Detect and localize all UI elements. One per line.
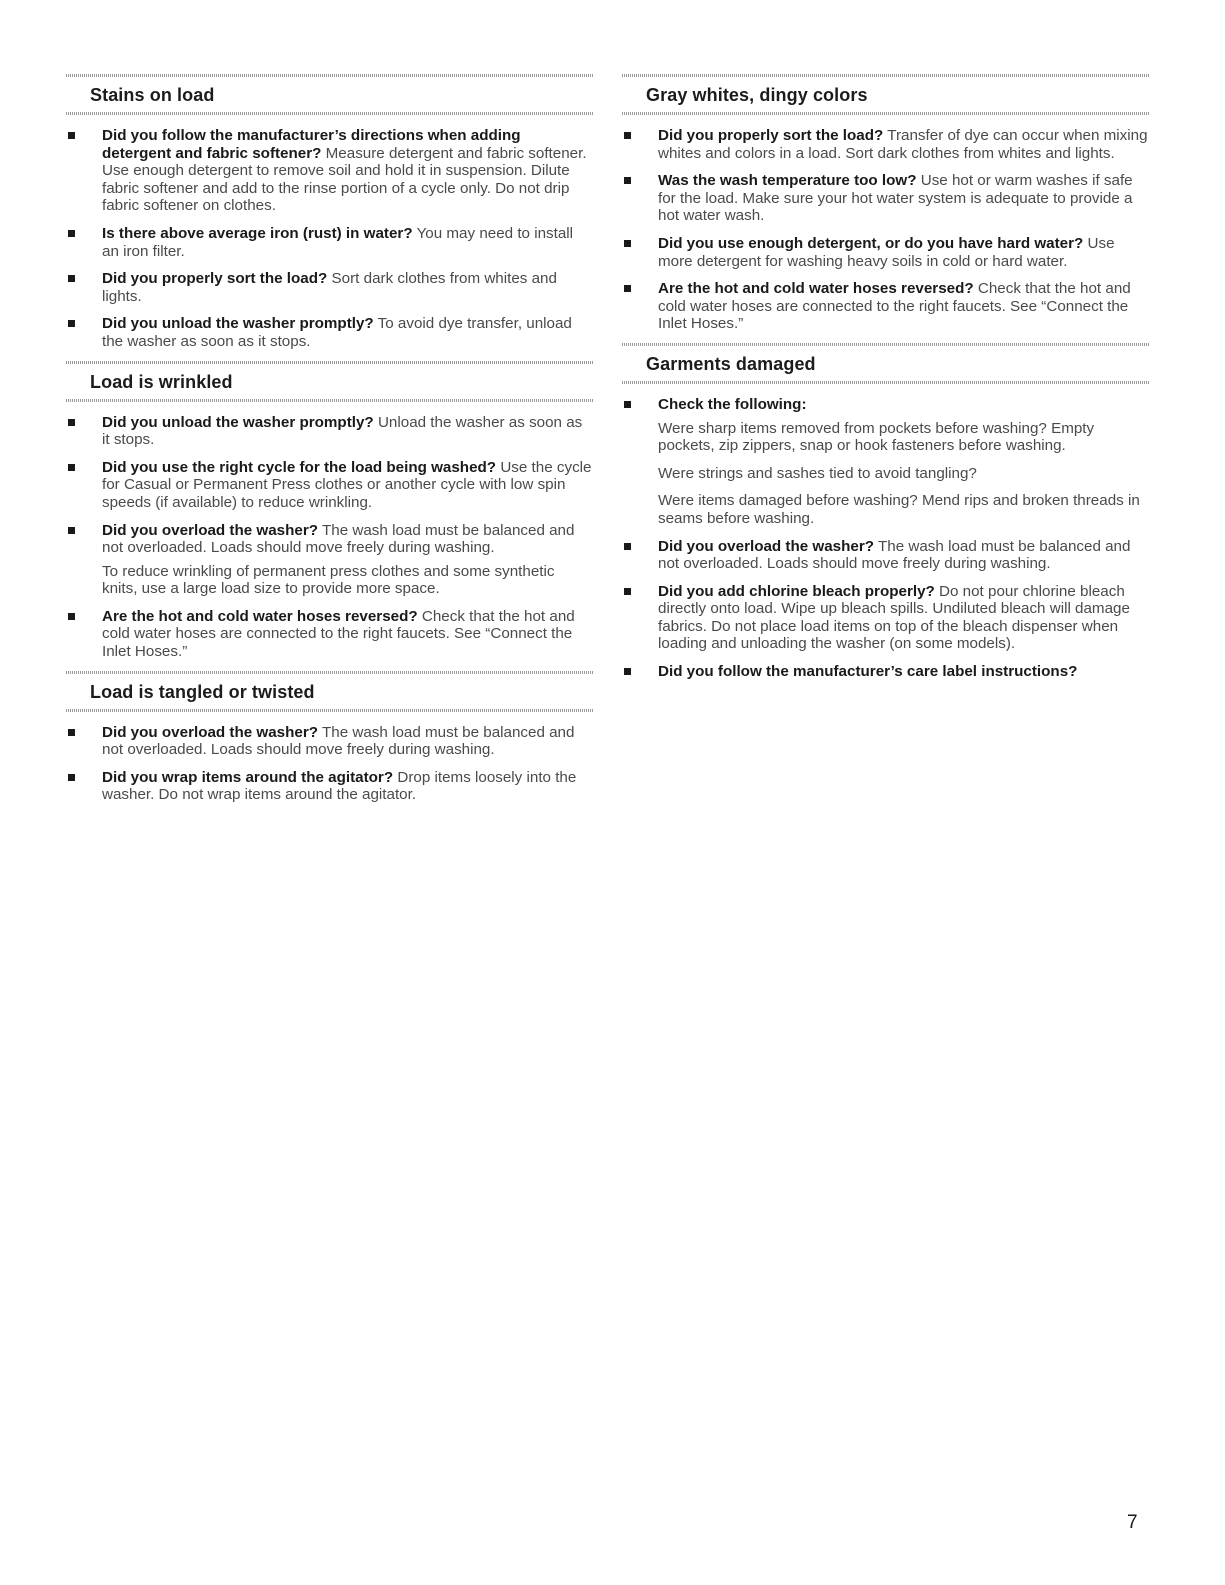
list-item: [66, 414, 593, 449]
square-bullet-icon: [68, 419, 75, 426]
answer: Do not pour chlorine bleach directly onto load. Wipe up bleach spills. Undiluted bleach will damage fabrics. Do not place load items on top of the bleach dispenser when loading and unloading the washer (on some models).: [658, 582, 1130, 653]
square-bullet-icon: [68, 729, 75, 736]
list-item: [622, 538, 1149, 573]
question: Did you properly sort the load?: [658, 127, 884, 144]
list-item: [622, 583, 1149, 653]
question: Are the hot and cold water hoses reversed?: [658, 280, 974, 298]
square-bullet-icon: [624, 401, 631, 408]
square-bullet-icon: [68, 613, 75, 620]
square-bullet-icon: [624, 543, 631, 550]
question: Did you add chlorine bleach properly?: [658, 582, 935, 600]
check-paragraph: Were items damaged before washing? Mend rips and broken threads in seams before washing.: [658, 492, 1140, 527]
section-title: Stains on load: [90, 85, 215, 105]
question: Check the following:: [658, 395, 807, 413]
question: Was the wash temperature too low?: [658, 172, 917, 190]
answer: The wash load must be balanced and not overloaded. Loads should move freely during washing.: [102, 521, 575, 557]
square-bullet-icon: [68, 527, 75, 534]
answer: To avoid dye transfer, unload the washer as soon as it stops.: [102, 315, 572, 350]
question: Did you use enough detergent, or do you have hard water?: [658, 234, 1084, 252]
answer: The wash load must be balanced and not overloaded. Loads should move freely during washing.: [658, 537, 1131, 573]
section-stains-on-load: [66, 74, 593, 351]
answer: Unload the washer as soon as it stops.: [102, 413, 583, 449]
square-bullet-icon: [624, 285, 631, 292]
list-item: [622, 235, 1149, 270]
answer: Use hot or warm washes if safe for the load. Make sure your hot water system is adequate to provide a hot water wash.: [658, 172, 1133, 225]
list-item: [66, 270, 593, 305]
square-bullet-icon: [68, 275, 75, 282]
section-header: [66, 361, 593, 402]
answer: Use the cycle for Casual or Permanent Press clothes or another cycle with low spin speeds (if available) to reduce wrinkling.: [102, 458, 592, 511]
square-bullet-icon: [624, 240, 631, 247]
troubleshooting-list: [622, 127, 1149, 333]
answer: Check that the hot and cold water hoses are connected to the right faucets. See “Connect the Inlet Hoses.”: [102, 607, 575, 661]
section-header: [622, 74, 1149, 115]
square-bullet-icon: [624, 132, 631, 139]
check-paragraph: Were sharp items removed from pockets before washing? Empty pockets, zip zippers, snap or hook fasteners before washing.: [658, 419, 1095, 455]
square-bullet-icon: [68, 464, 75, 471]
question: Did you overload the washer?: [102, 723, 319, 741]
section-title: Load is tangled or twisted: [90, 681, 315, 702]
section-header: [622, 343, 1149, 384]
list-item: [66, 608, 593, 661]
question: Did you use the right cycle for the load being washed?: [102, 458, 497, 476]
square-bullet-icon: [68, 774, 75, 781]
square-bullet-icon: [68, 320, 75, 327]
section-title: Load is wrinkled: [90, 371, 233, 392]
section-header: [66, 671, 593, 712]
section-title: Gray whites, dingy colors: [646, 85, 868, 105]
square-bullet-icon: [624, 177, 631, 184]
question: Did you wrap items around the agitator?: [102, 768, 394, 786]
question: Did you unload the washer promptly?: [102, 315, 374, 333]
right-column: [622, 74, 1149, 691]
answer: Drop items loosely into the washer. Do not wrap items around the agitator.: [102, 768, 577, 804]
question: Did you follow the manufacturer’s care label instructions?: [658, 663, 1078, 681]
answer: Use more detergent for washing heavy soils in cold or hard water.: [658, 234, 1115, 270]
list-item: [66, 769, 593, 804]
list-item: [66, 522, 593, 598]
left-column: [66, 74, 593, 814]
list-item: [622, 172, 1149, 225]
list-item: [66, 127, 593, 215]
troubleshooting-list: [66, 414, 593, 661]
list-item: [622, 280, 1149, 333]
answer: You may need to install an iron filter.: [102, 224, 574, 260]
note-paragraph: To reduce wrinkling of permanent press clothes and some synthetic knits, use a large load size to provide more space.: [102, 562, 555, 598]
troubleshooting-list: [622, 396, 1149, 681]
answer: Sort dark clothes from whites and lights.: [102, 270, 557, 305]
section-load-is-tangled: [66, 671, 593, 804]
section-title: Garments damaged: [646, 353, 816, 374]
list-item: [622, 663, 1149, 681]
check-paragraph: Were strings and sashes tied to avoid tangling?: [658, 464, 977, 482]
list-item: [66, 225, 593, 260]
troubleshooting-list: [66, 127, 593, 351]
section-garments-damaged: [622, 343, 1149, 681]
list-item: [622, 127, 1149, 162]
question: Did you overload the washer?: [102, 521, 319, 539]
question: Is there above average iron (rust) in water?: [102, 224, 413, 242]
question: Did you overload the washer?: [658, 537, 875, 555]
square-bullet-icon: [68, 230, 75, 237]
troubleshooting-list: [66, 724, 593, 804]
answer: Transfer of dye can occur when mixing whites and colors in a load. Sort dark clothes from whites and lights.: [658, 127, 1148, 162]
list-item: [622, 396, 1149, 528]
square-bullet-icon: [624, 588, 631, 595]
square-bullet-icon: [68, 132, 75, 139]
list-item: [66, 724, 593, 759]
question: Did you unload the washer promptly?: [102, 413, 374, 431]
section-gray-whites: [622, 74, 1149, 333]
answer: The wash load must be balanced and not overloaded. Loads should move freely during washing.: [102, 723, 575, 759]
page-number: 7: [1127, 1512, 1138, 1533]
answer: Check that the hot and cold water hoses are connected to the right faucets. See “Connect the Inlet Hoses.”: [658, 280, 1131, 333]
section-load-is-wrinkled: [66, 361, 593, 661]
question: Did you properly sort the load?: [102, 270, 328, 288]
list-item: [66, 459, 593, 512]
list-item: [66, 315, 593, 350]
answer: Measure detergent and fabric softener. Use enough detergent to remove soil and hold it in suspension. Dilute fabric softener and add to the rinse portion of a cycle only. Do not drip fabric softener on clothes.: [102, 144, 587, 215]
question: Did you follow the manufacturer’s directions when adding detergent and fabric softener?: [102, 127, 521, 162]
question: Are the hot and cold water hoses reversed?: [102, 607, 418, 625]
square-bullet-icon: [624, 668, 631, 675]
section-header: [66, 74, 593, 115]
